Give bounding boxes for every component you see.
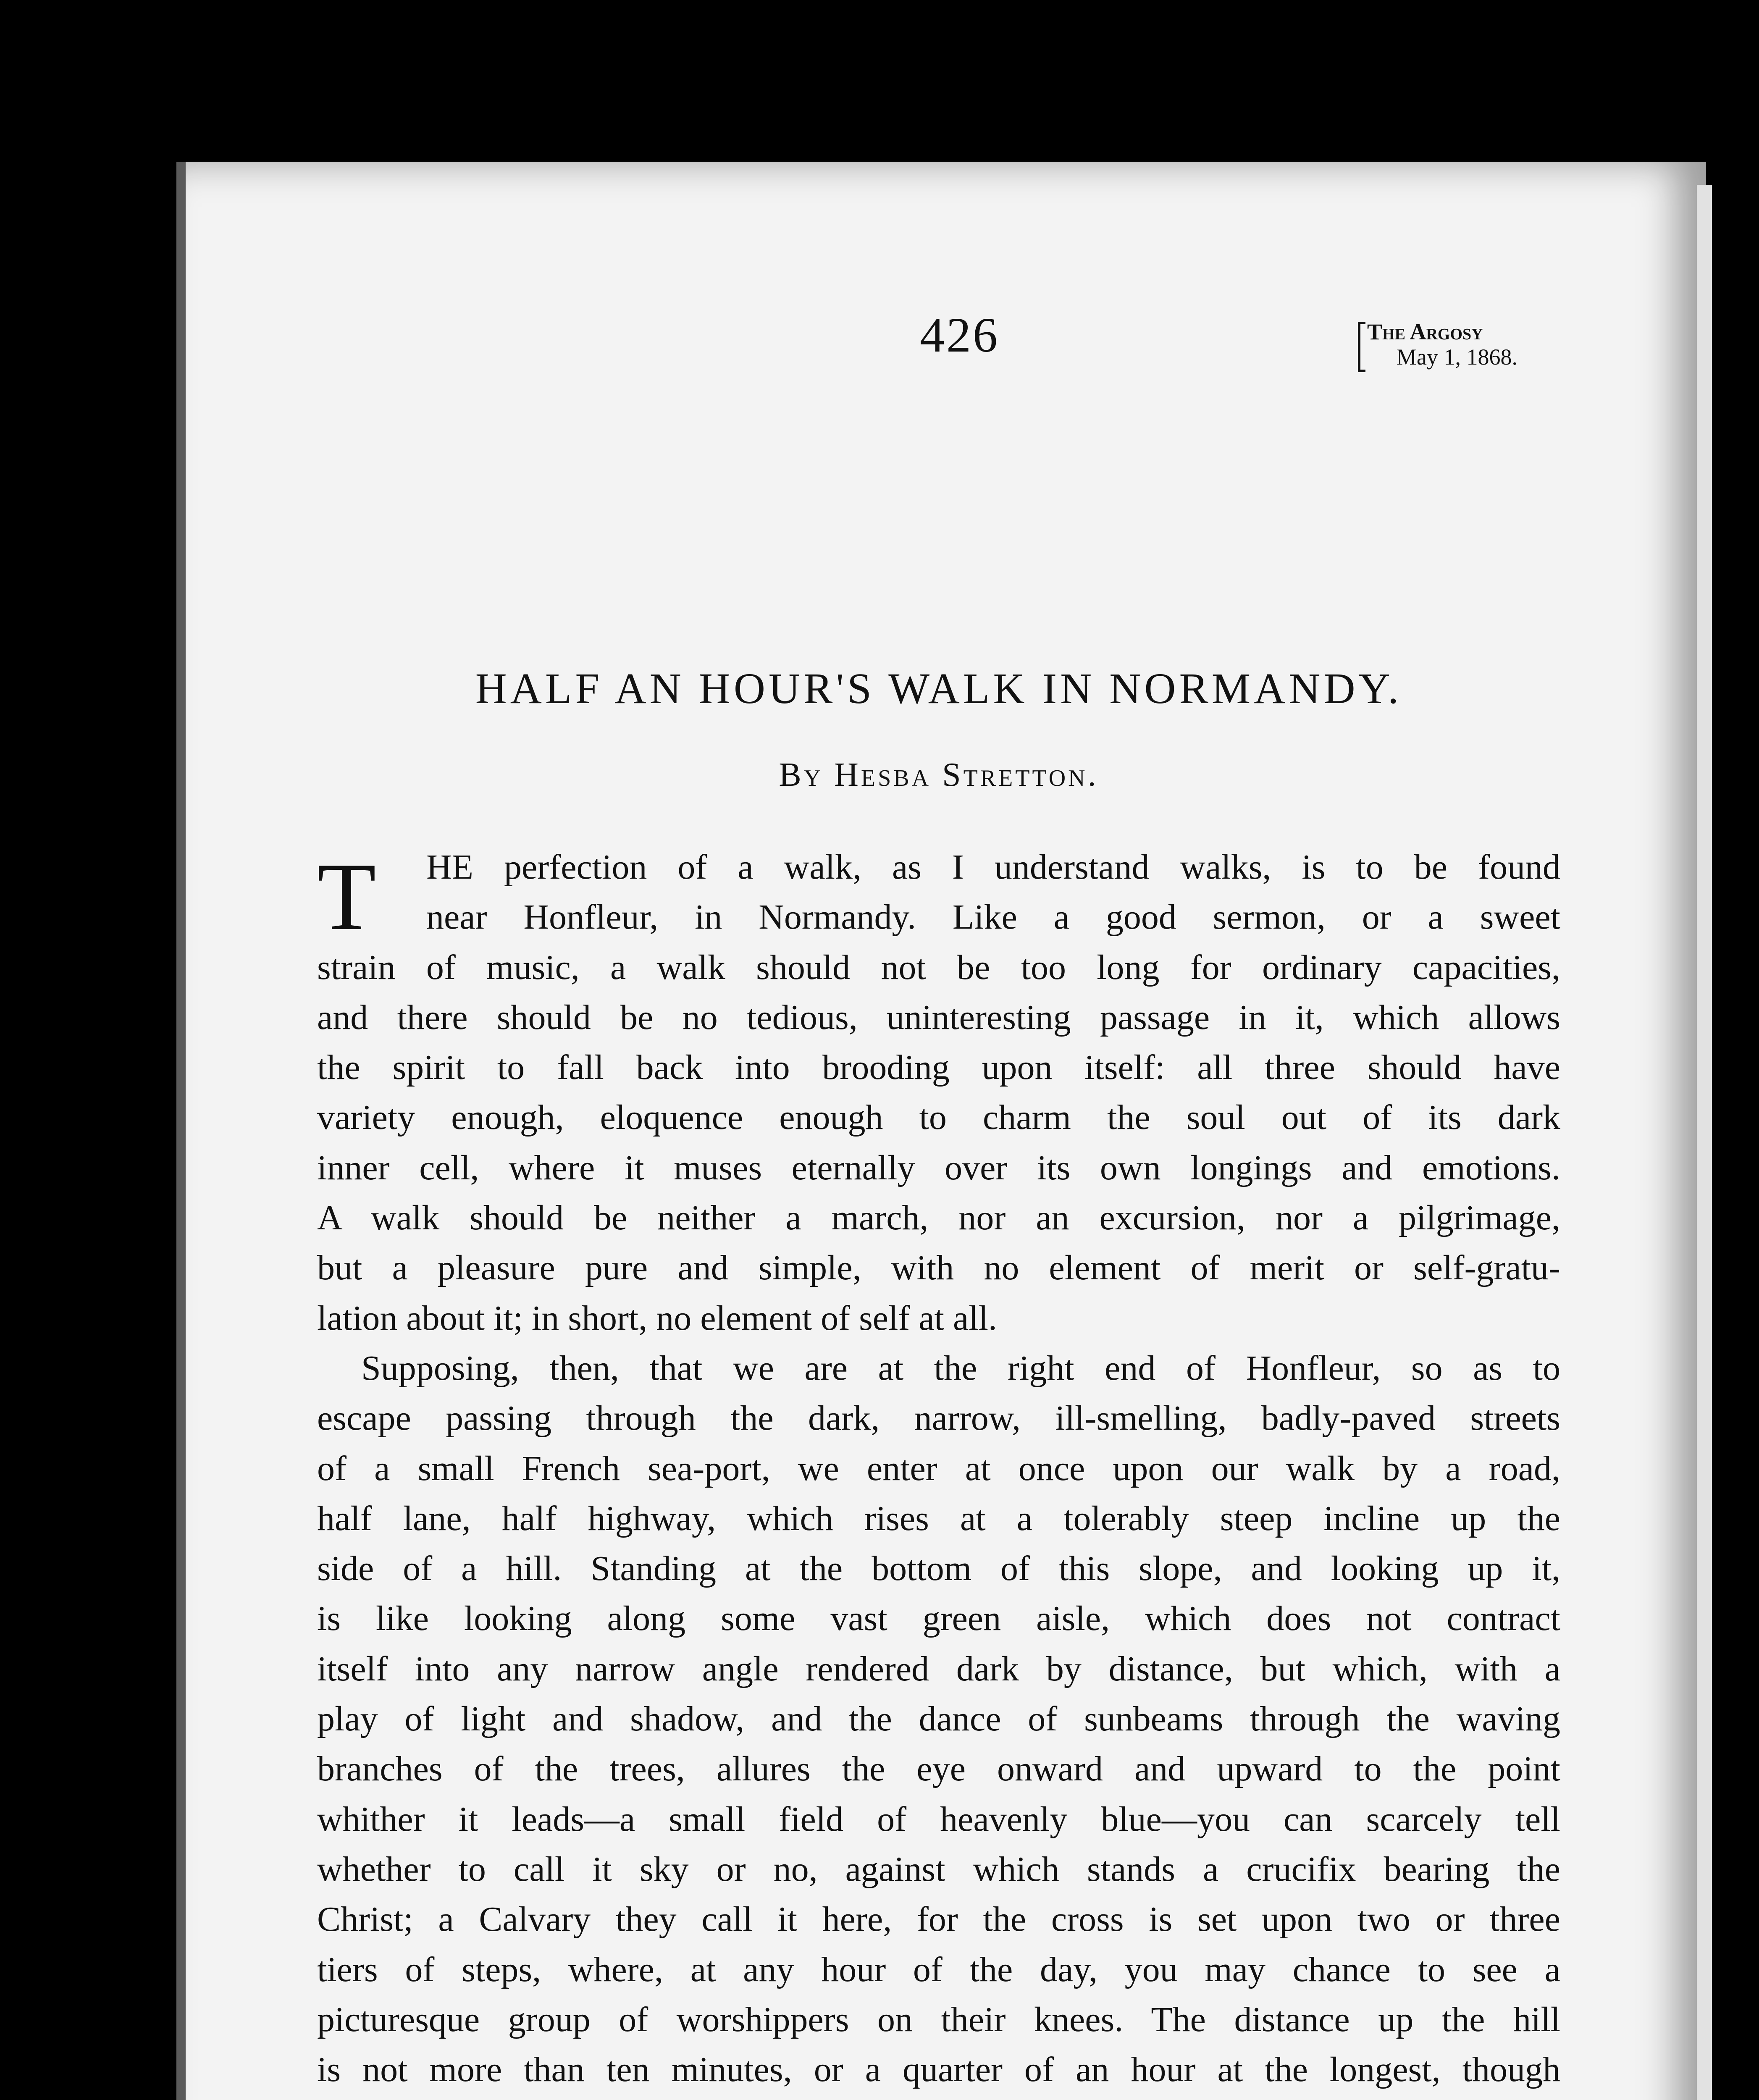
drop-cap: T [317, 843, 376, 950]
text-line: whither it leads—a small field of heavenly blue—you can scarcely tell [317, 1799, 1560, 1839]
journal-name: The Argosy [1367, 319, 1483, 344]
text-line: itself into any narrow angle rendered dark by distance, but which, with a [317, 1649, 1560, 1688]
page-number: 426 [920, 307, 999, 362]
text-line: near Honfleur, in Normandy. Like a good sermon, or a sweet [426, 898, 1560, 937]
text-line: A walk should be neither a march, nor an excursion, nor a pilgrimage, [317, 1198, 1560, 1238]
text-line: variety enough, eloquence enough to charm the soul out of its dark [317, 1098, 1560, 1137]
text-line: whether to call it sky or no, against which stands a crucifix bearing the [317, 1849, 1560, 1889]
text-line: Supposing, then, that we are at the right end of Honfleur, so as to [361, 1348, 1560, 1388]
text-line: escape passing through the dark, narrow, ill-smelling, badly-paved streets [317, 1399, 1560, 1438]
text-line: Christ; a Calvary they call it here, for the cross is set upon two or three [317, 1900, 1560, 1939]
text-line: is not more than ten minutes, or a quarter of an hour at the longest, though [317, 2050, 1560, 2090]
running-head [1367, 319, 1517, 370]
article-title: HALF AN HOUR'S WALK IN NORMANDY. [475, 664, 1402, 713]
text-line: lation about it; in short, no element of self at all. [317, 1298, 997, 1338]
bracket-mark [1358, 322, 1365, 372]
text-line: branches of the trees, allures the eye onward and upward to the point [317, 1749, 1560, 1789]
text-line: half lane, half highway, which rises at a tolerably steep incline up the [317, 1499, 1560, 1538]
text-line: and there should be no tedious, uninteresting passage in it, which allows [317, 998, 1560, 1037]
text-line: but a pleasure pure and simple, with no element of merit or self-gratu- [317, 1248, 1560, 1288]
text-line: is like looking along some vast green aisle, which does not contract [317, 1599, 1560, 1638]
issue-date: May 1, 1868. [1397, 344, 1517, 370]
article-body [317, 842, 1560, 2100]
text-line: side of a hill. Standing at the bottom of this slope, and looking up it, [317, 1549, 1560, 1588]
byline: By Hesba Stretton. [779, 756, 1099, 793]
text-line: of a small French sea-port, we enter at once upon our walk by a road, [317, 1449, 1560, 1488]
text-line: inner cell, where it muses eternally over its own longings and emotions. [317, 1148, 1560, 1187]
text-line [317, 2095, 1560, 2100]
text-line: strain of music, a walk should not be too long for ordinary capacities, [317, 948, 1560, 987]
text-line: picturesque group of worshippers on their knees. The distance up the hill [317, 2000, 1560, 2039]
text-line: tiers of steps, where, at any hour of the day, you may chance to see a [317, 1950, 1560, 1989]
text-line: the spirit to fall back into brooding upon itself: all three should have [317, 1048, 1560, 1087]
text-line: HE perfection of a walk, as I understand walks, is to be found [426, 848, 1560, 887]
text-line: play of light and shadow, and the dance of sunbeams through the waving [317, 1699, 1560, 1739]
page-edge [1697, 185, 1712, 2100]
